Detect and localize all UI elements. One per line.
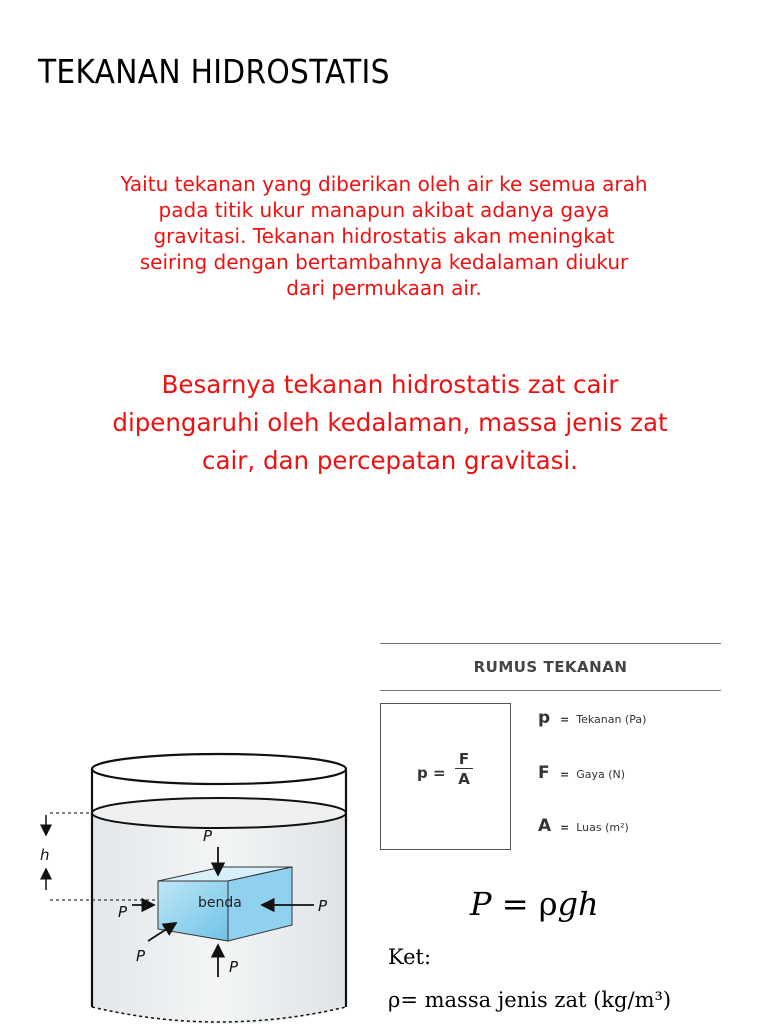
pressure-label-bottom: P <box>229 958 239 976</box>
pressure-label-top: P <box>203 827 213 845</box>
page-title: TEKANAN HIDROSTATIS <box>38 52 390 91</box>
pressure-label-diagonal: P <box>136 947 146 965</box>
panel-bottom-rule <box>380 690 721 691</box>
panel-top-rule <box>380 643 721 644</box>
legend-symbol: F <box>538 763 550 783</box>
definition-text: Yaitu tekanan yang diberikan oleh air ke semua arah pada titik ukur manapun akibat adanya gaya gravitasi. Tekanan hidrostatis akan meningkat seiring dengan bertambahnya kedalaman diukur dari permukaan air. <box>120 172 648 300</box>
legend-symbol: A <box>538 816 552 836</box>
formula-fraction <box>455 750 473 789</box>
legend-desc: Tekanan (Pa) <box>576 713 647 726</box>
legend-row-pressure <box>538 708 646 728</box>
legend-equals: = <box>560 821 570 834</box>
beaker-diagram <box>30 745 370 1024</box>
rho-symbol: ρ <box>538 885 558 923</box>
legend-equals: = <box>560 768 570 781</box>
legend-equals: = <box>560 713 570 726</box>
hydrostatic-formula <box>470 885 599 923</box>
pressure-label-right: P <box>318 897 328 915</box>
beaker-rim <box>92 754 346 784</box>
pressure-formula-box <box>380 703 511 850</box>
factors-text: Besarnya tekanan hidrostatis zat cair dipengaruhi oleh kedalaman, massa jenis zat cair, dan percepatan gravitasi. <box>112 370 668 475</box>
formula-denominator: A <box>458 770 470 788</box>
depth-label: h <box>40 846 50 864</box>
legend-row-area <box>538 816 629 836</box>
legend-symbol: p <box>538 708 551 728</box>
legend-desc: Gaya (N) <box>576 768 626 781</box>
legend-row-force <box>538 763 625 783</box>
formula-heading: RUMUS TEKANAN <box>473 658 628 676</box>
object-label: benda <box>198 895 242 911</box>
pressure-label-left: P <box>118 903 128 921</box>
formula-rhs: gh <box>557 885 599 923</box>
ket-rho-definition: ρ= massa jenis zat (kg/m³) <box>388 988 672 1012</box>
formula-lhs: p = <box>417 764 446 782</box>
formula-numerator: F <box>455 750 473 769</box>
water-surface <box>92 798 346 828</box>
ket-label: Ket: <box>388 945 432 969</box>
legend-desc: Luas (m²) <box>576 821 629 834</box>
formula-lhs: P = <box>470 885 539 923</box>
